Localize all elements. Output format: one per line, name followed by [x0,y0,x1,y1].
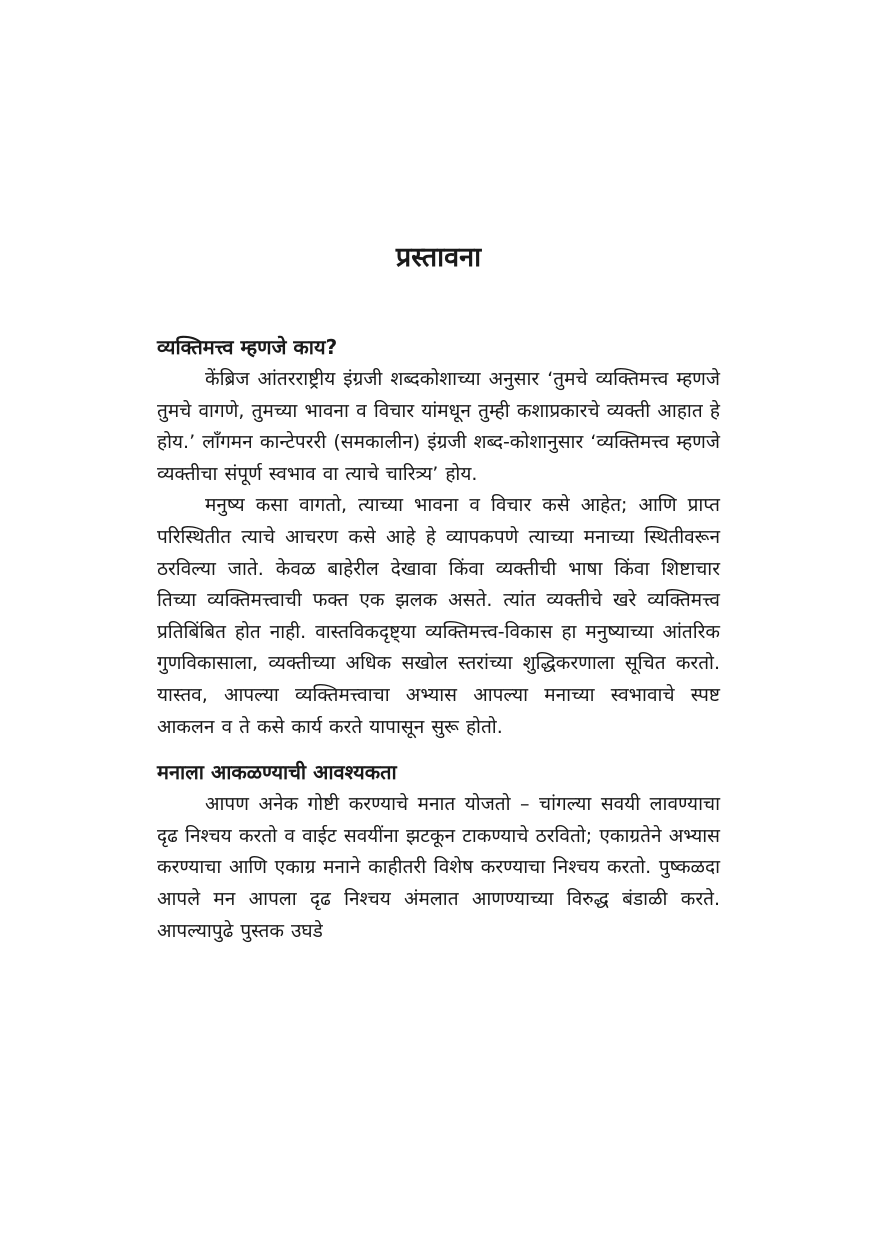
section-heading: मनाला आकळण्याची आवश्यकता [157,760,397,785]
section-need-to-understand-mind [157,755,720,947]
paragraph: केंब्रिज आंतरराष्ट्रीय इंग्रजी शब्दकोशाच्या अनुसार ‘तुमचे व्यक्तिमत्त्व म्हणजे तुमचे वागणे, तुमच्या भावना व विचार यांमधून तुम्ही कशाप्रकारचे व्यक्ती आहात हे होय.’ लॉंगमन कान्टेपररी (समकालीन) इंग्रजी शब्द-कोशानुसार ‘व्यक्तिमत्त्व म्हणजे व्यक्तीचा संपूर्ण स्वभाव वा त्याचे चारित्र्य’ होय. [157,368,720,485]
page-title: प्रस्तावना [395,242,482,273]
document-page [157,238,720,947]
paragraph: आपण अनेक गोष्टी करण्याचे मनात योजतो – चांगल्या सवयी लावण्याचा दृढ निश्चय करतो व वाईट सवयींना झटकून टाकण्याचे ठरवितो; एकाग्रतेने अभ्यास करण्याचा आणि एकाग्र मनाने काहीतरी विशेष करण्याचा निश्चय करतो. पुष्कळदा आपले मन आपला दृढ निश्चय अंमलात आणण्याच्या विरुद्ध बंडाळी करते. आपल्यापुढे पुस्तक उघडे [157,793,720,942]
paragraph: मनुष्य कसा वागतो, त्याच्या भावना व विचार कसे आहेत; आणि प्राप्त परिस्थितीत त्याचे आचरण कसे आहे हे व्यापकपणे त्याच्या मनाच्या स्थितीवरून ठरविल्या जाते. केवळ बाहेरील देखावा किंवा व्यक्तीची भाषा किंवा शिष्टाचार तिच्या व्यक्तिमत्त्वाची फक्त एक झलक असते. त्यांत व्यक्तीचे खरे व्यक्तिमत्त्व प्रतिबिंबित होत नाही. वास्तविकदृष्ट्या व्यक्तिमत्त्व-विकास हा मनुष्याच्या आंतरिक गुणविकासाला, व्यक्तीच्या अधिक सखोल स्तरांच्या शुद्धिकरणाला सूचित करतो. यास्तव, आपल्या व्यक्तिमत्त्वाचा अभ्यास आपल्या मनाच्या स्वभावाचे स्पष्ट आकलन व ते कसे कार्य करते यापासून सुरू होतो. [157,494,720,738]
section-what-is-personality [157,330,720,743]
section-heading: व्यक्तिमत्त्व म्हणजे काय? [157,335,338,359]
